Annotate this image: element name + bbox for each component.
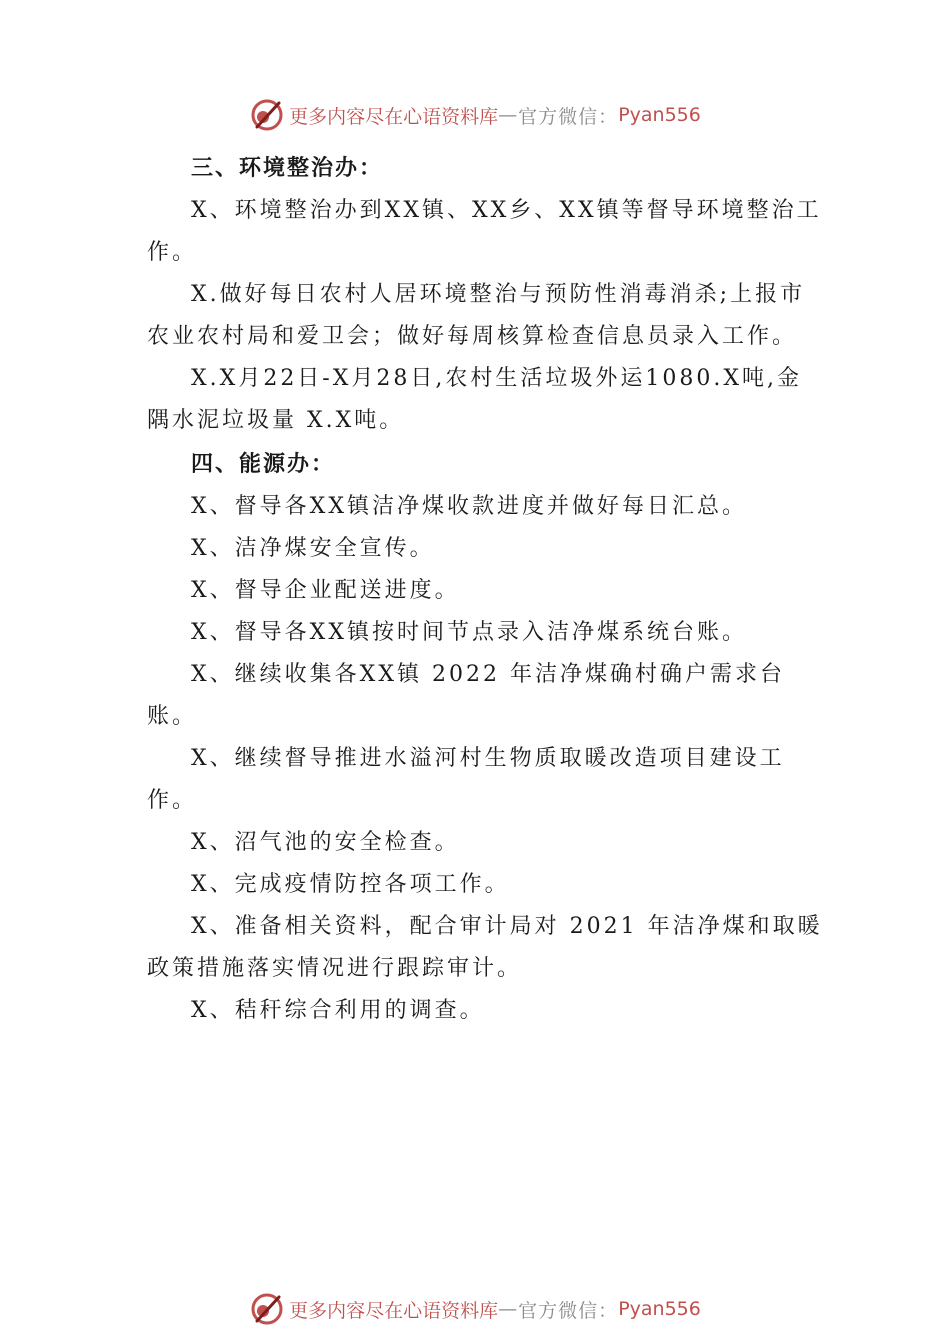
watermark-dash: —	[498, 1298, 519, 1320]
paragraph: X.X月22日-X月28日,农村生活垃圾外运1080.X吨,金隅水泥垃圾量 X.X吨。	[147, 366, 803, 433]
paragraph: X、督导各XX镇洁净煤收款进度并做好每日汇总。	[191, 494, 747, 519]
paragraph: X、沼气池的安全检查。	[191, 830, 460, 855]
section-heading-environment: 三、环境整治办：	[191, 156, 384, 181]
logo-icon	[249, 97, 285, 133]
section-heading-energy: 四、能源办：	[191, 452, 336, 477]
paragraph: X、洁净煤安全宣传。	[191, 536, 435, 561]
watermark-account: Pyan556	[618, 1298, 701, 1320]
watermark-site: 更多内容尽在心语资料库	[289, 1299, 499, 1322]
document-body	[147, 148, 827, 1032]
paragraph: X、环境整治办到XX镇、XX乡、XX镇等督导环境整治工作。	[147, 198, 822, 265]
watermark-label: 官方微信：	[518, 1299, 619, 1322]
paragraph: X、督导各XX镇按时间节点录入洁净煤系统台账。	[191, 620, 747, 645]
watermark-dash: —	[498, 104, 519, 126]
paragraph: X、秸秆综合利用的调查。	[191, 998, 485, 1023]
watermark-footer	[0, 1289, 950, 1329]
paragraph: X、继续收集各XX镇 2022 年洁净煤确村确户需求台账。	[147, 662, 785, 729]
watermark-site: 更多内容尽在心语资料库	[289, 105, 499, 128]
watermark-account: Pyan556	[618, 104, 701, 126]
watermark-header	[0, 95, 950, 135]
paragraph: X、准备相关资料，配合审计局对 2021 年洁净煤和取暖政策措施落实情况进行跟踪审计。	[147, 914, 823, 981]
paragraph: X.做好每日农村人居环境整治与预防性消毒消杀;上报市农业农村局和爱卫会；做好每周核算检查信息员录入工作。	[147, 282, 806, 349]
logo-icon	[249, 1291, 285, 1327]
paragraph: X、督导企业配送进度。	[191, 578, 460, 603]
paragraph: X、完成疫情防控各项工作。	[191, 872, 510, 897]
paragraph: X、继续督导推进水溢河村生物质取暖改造项目建设工作。	[147, 746, 785, 813]
watermark-label: 官方微信：	[518, 105, 619, 128]
